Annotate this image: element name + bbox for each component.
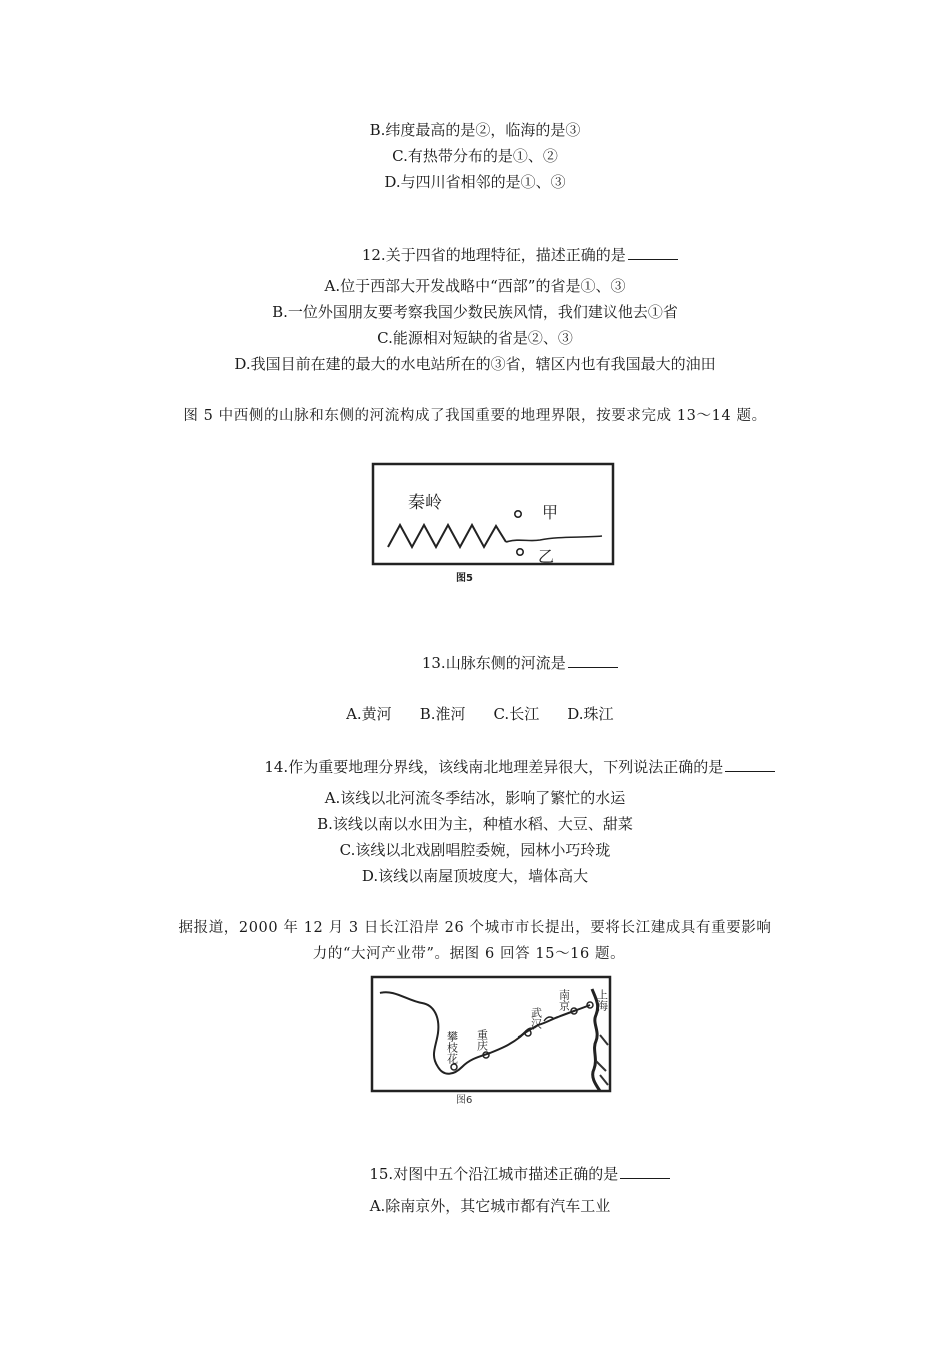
- q12-option-a: A.位于西部大开发战略中“西部”的省是①、③: [324, 277, 626, 295]
- q14-option-c: C.该线以北戏剧唱腔委婉，园林小巧玲珑: [339, 841, 611, 859]
- city-label-wuhan: 武汉: [529, 1007, 543, 1029]
- q13-option-a: A.黄河: [346, 705, 392, 723]
- panzhihua-marker: [451, 1064, 457, 1070]
- city-label-shanghai: 上海: [595, 989, 609, 1011]
- figure-6-frame: [372, 977, 610, 1091]
- q14-stem: 14.作为重要地理分界线，该线南北地理差异很大，下列说法正确的是: [264, 758, 724, 776]
- fig5-caption: 图5: [456, 573, 473, 584]
- qinling-mountain-line: [388, 525, 506, 547]
- q13-options: [0, 684, 950, 724]
- q13-stem-line: [40, 633, 950, 673]
- figure-5: [370, 462, 620, 587]
- intro-15-16-line1: 据报道，2000 年 12 月 3 日长江沿岸 26 个城市市长提出，要将长江建成具有重要影响: [178, 920, 772, 936]
- figure-5-frame: [373, 464, 613, 564]
- huai-river-line: [506, 536, 602, 542]
- intro-15-16-line2: 力的“大河产业带”。据图 6 回答 15～16 题。: [312, 946, 626, 962]
- fig5-mountain-label: 秦岭: [408, 493, 442, 513]
- q12-option-b: B.一位外国朋友要考察我国少数民族风情，我们建议他去①省: [272, 303, 678, 321]
- intro-13-14: 图 5 中西侧的山脉和东侧的河流构成了我国重要的地理界限，按要求完成 13～14 题。: [183, 408, 767, 424]
- q13-option-c: C.长江: [493, 705, 540, 723]
- figure-5-map: [370, 462, 620, 587]
- q11-option-d: D.与四川省相邻的是①、③: [384, 173, 566, 191]
- coast-detail: [596, 1035, 608, 1085]
- q13-option-b: B.淮河: [419, 705, 466, 723]
- q11-option-b: B.纬度最高的是②，临海的是③: [369, 121, 581, 139]
- fig6-caption: 图6: [456, 1095, 473, 1106]
- q14-option-d: D.该线以南屋顶坡度大，墙体高大: [361, 867, 589, 885]
- answer-blank: [568, 653, 618, 668]
- point-a-marker: [515, 511, 521, 517]
- q15-stem-line: [40, 1144, 950, 1184]
- q15-option-a: A.除南京外，其它城市都有汽车工业: [369, 1197, 611, 1215]
- answer-blank: [620, 1164, 670, 1179]
- point-b-marker: [517, 549, 523, 555]
- fig5-point-b-label: 乙: [538, 547, 555, 566]
- city-label-chongqing: 重庆: [475, 1029, 489, 1051]
- city-label-panzhihua: 攀枝花: [445, 1031, 459, 1064]
- answer-blank: [725, 757, 775, 772]
- figure-6-map: [368, 975, 618, 1110]
- q13-stem: 13.山脉东侧的河流是: [421, 654, 566, 672]
- q14-option-a: A.该线以北河流冬季结冰，影响了繁忙的水运: [324, 789, 626, 807]
- q12-stem: 12.关于四省的地理特征，描述正确的是: [361, 246, 626, 264]
- q15-stem: 15.对图中五个沿江城市描述正确的是: [369, 1165, 619, 1183]
- q13-option-d: D.珠江: [567, 705, 614, 723]
- answer-blank: [628, 245, 678, 260]
- q11-option-c: C.有热带分布的是①、②: [392, 147, 558, 165]
- q14-option-b: B.该线以南以水田为主，种植水稻、大豆、甜菜: [317, 815, 633, 833]
- city-label-nanjing: 南京: [557, 989, 571, 1011]
- q12-option-d: D.我国目前在建的最大的水电站所在的③省，辖区内也有我国最大的油田: [234, 355, 716, 373]
- q12-stem-line: [40, 225, 950, 265]
- q12-option-c: C.能源相对短缺的省是②、③: [377, 329, 573, 347]
- figure-6: [368, 975, 618, 1110]
- q14-stem-line: [40, 737, 950, 777]
- fig5-point-a-label: 甲: [542, 503, 559, 522]
